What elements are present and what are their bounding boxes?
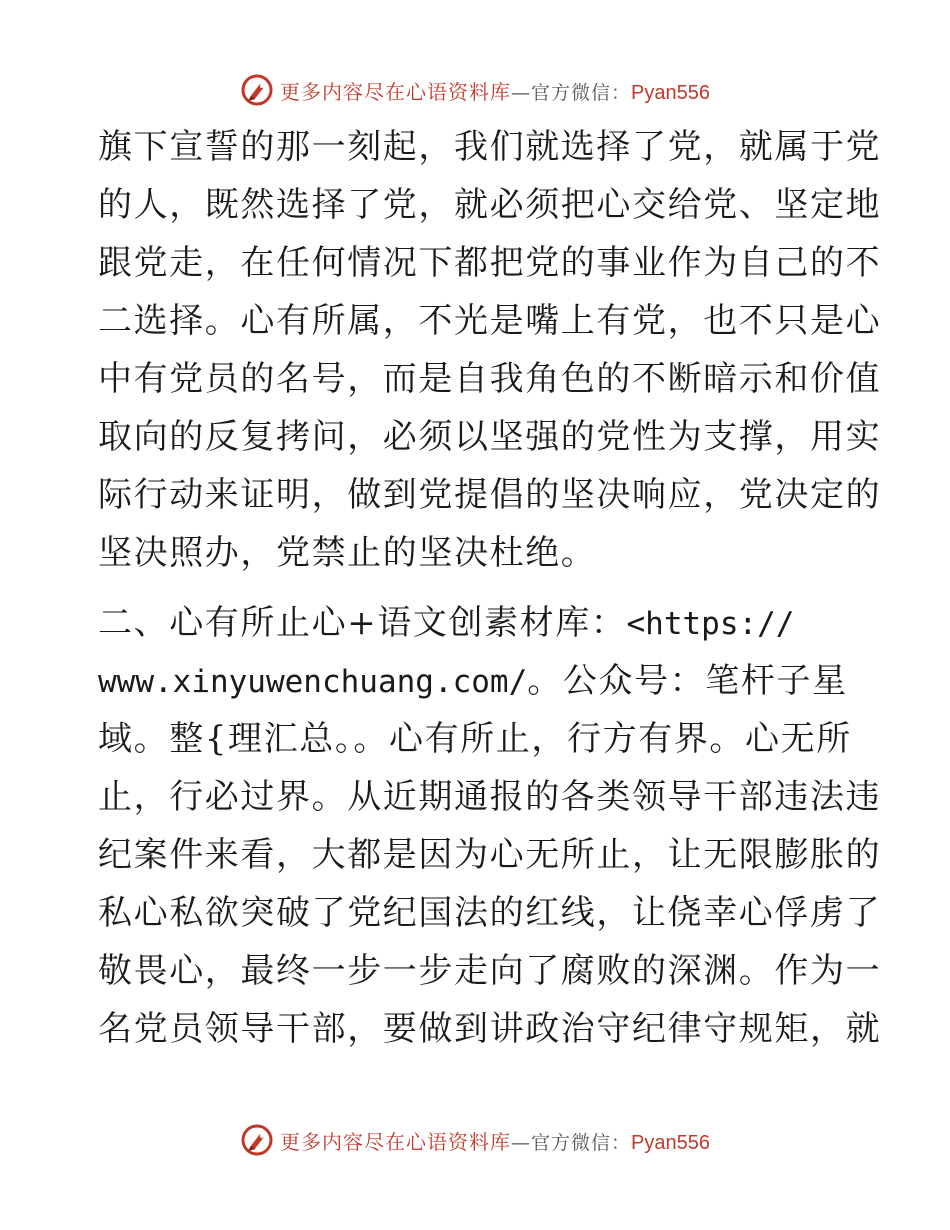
- document-body: [98, 118, 882, 1058]
- text-line-url: [98, 652, 858, 710]
- text-line: 旗下宣誓的那一刻起，我们就选择了党，就属于党: [98, 127, 882, 167]
- pen-nib-logo-icon: [240, 1123, 274, 1157]
- header-wechat-id: Pyan556: [631, 81, 710, 104]
- text-line: 二选择。心有所属，不光是嘴上有党，也不只是心: [98, 301, 882, 341]
- text-line: 止，行必过界。从近期通报的各类领导干部违法违: [98, 777, 882, 817]
- url-fragment: <https://: [626, 606, 795, 642]
- text-line: 中有党员的名号，而是自我角色的不断暗示和价值: [98, 359, 882, 399]
- footer-separator: —: [511, 1131, 531, 1154]
- text-line: 域。整{理汇总。。心有所止，行方有界。心无所: [98, 719, 852, 759]
- header-banner-text: [280, 76, 710, 105]
- text-line: 际行动来证明，做到党提倡的坚决响应，党决定的: [98, 475, 882, 515]
- text-line: 纪案件来看，大都是因为心无所止，让无限膨胀的: [98, 835, 882, 875]
- text-line-heading: [98, 594, 858, 652]
- paragraph-gap: [98, 582, 858, 594]
- footer-banner-text: [280, 1126, 710, 1155]
- pen-nib-logo-icon: [240, 73, 274, 107]
- text-line: 敬畏心，最终一步一步走向了腐败的深渊。作为一: [98, 951, 882, 991]
- footer-brand-text: 更多内容尽在心语资料库: [280, 1129, 511, 1154]
- text-line: 取向的反复拷问，必须以坚强的党性为支撑，用实: [98, 417, 882, 457]
- header-separator: —: [511, 81, 531, 104]
- text-line: 名党员领导干部，要做到讲政治守纪律守规矩，就: [98, 1009, 882, 1049]
- url-fragment: www.xinyuwenchuang.com/: [98, 664, 528, 700]
- footer-wechat-id: Pyan556: [631, 1131, 710, 1154]
- header-watermark: [0, 70, 950, 110]
- header-wechat-label: 官方微信：: [531, 81, 632, 104]
- text-line: 的人，既然选择了党，就必须把心交给党、坚定地: [98, 185, 882, 225]
- header-brand-text: 更多内容尽在心语资料库: [280, 79, 511, 104]
- text-line: 坚决照办，党禁止的坚决杜绝。: [98, 533, 597, 573]
- official-account-text: 。公众号：笔杆子星: [527, 661, 848, 701]
- text-line: 跟党走，在任何情况下都把党的事业作为自己的不: [98, 243, 882, 283]
- footer-wechat-label: 官方微信：: [531, 1131, 632, 1154]
- section-heading-text: 二、心有所止心+语文创素材库：: [98, 603, 627, 643]
- footer-watermark: [0, 1120, 950, 1160]
- text-line: 私心私欲突破了党纪国法的红线，让侥幸心俘虏了: [98, 893, 882, 933]
